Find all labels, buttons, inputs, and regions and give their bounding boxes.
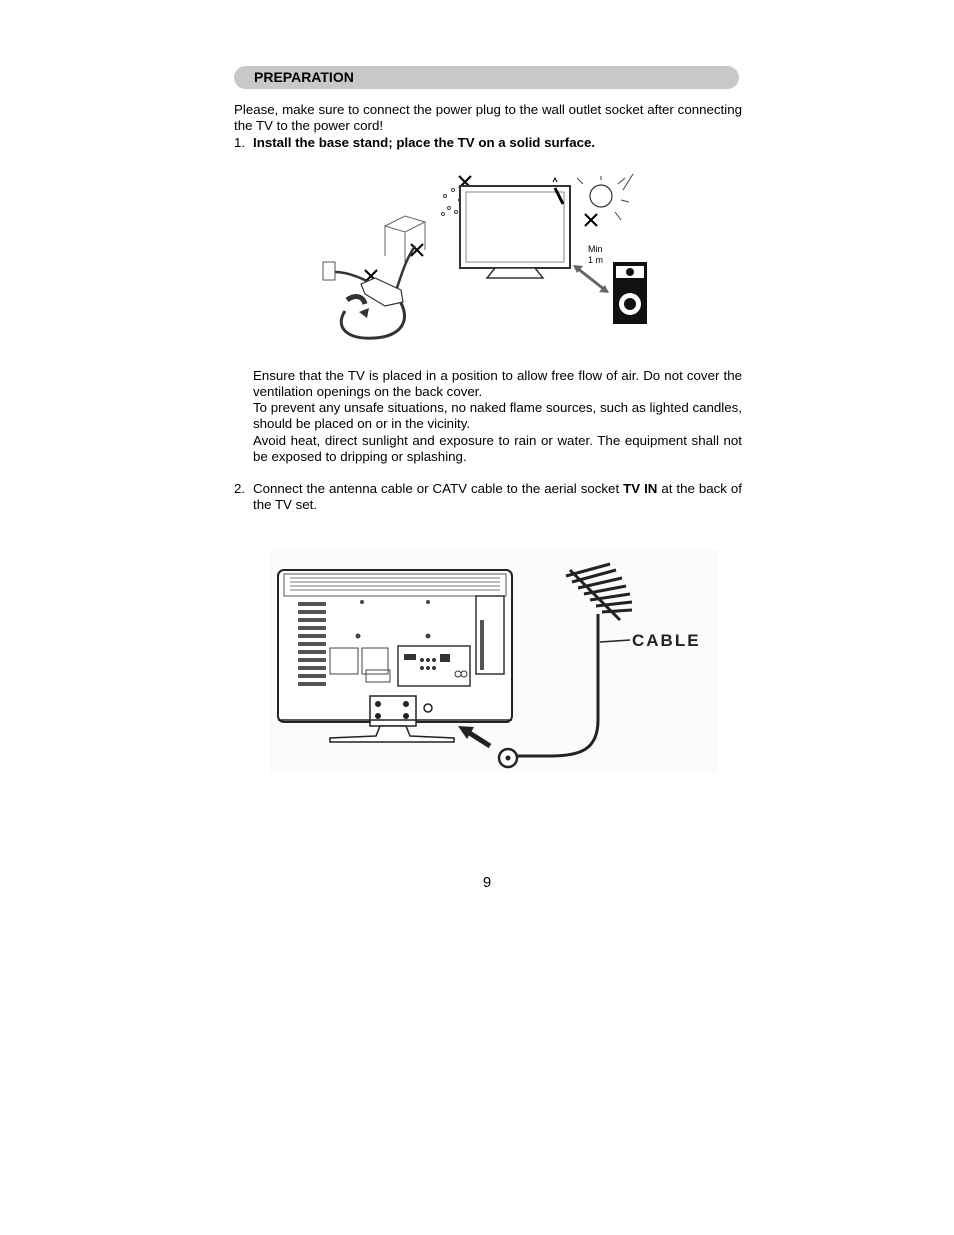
page-number: 9 [482, 874, 492, 891]
intro-paragraph: Please, make sure to connect the power plug to the wall outlet socket after connecting the TV to the power cord! [234, 102, 742, 133]
section-title: PREPARATION [254, 69, 354, 85]
note-flame: To prevent any unsafe situations, no naked flame sources, such as lighted candles, should be placed on or in the vicinity. [253, 400, 742, 431]
step1-text: Install the base stand; place the TV on a solid surface. [253, 135, 596, 150]
step2-text-before: Connect the antenna cable or CATV cable to the aerial socket [253, 481, 624, 496]
step2-text [253, 481, 742, 513]
step2-text-after: at the back of the TV set. [253, 481, 742, 512]
antenna-connection-illustration [270, 550, 718, 774]
tv-in-label: TV IN [623, 481, 658, 496]
step2-number: 2. [234, 481, 246, 496]
note-ventilation: Ensure that the TV is placed in a position to allow free flow of air. Do not cover the ventilation openings on the back cover. [253, 368, 742, 399]
placement-illustration [315, 166, 655, 356]
section-header [234, 66, 739, 89]
min-label: Min [588, 244, 603, 254]
cable-label: CABLE [632, 631, 701, 650]
distance-label: 1 m [588, 255, 604, 265]
note-water: Avoid heat, direct sunlight and exposure to rain or water. The equipment shall not be exposed to dripping or splashing. [253, 433, 742, 464]
step1-number: 1. [234, 135, 246, 150]
